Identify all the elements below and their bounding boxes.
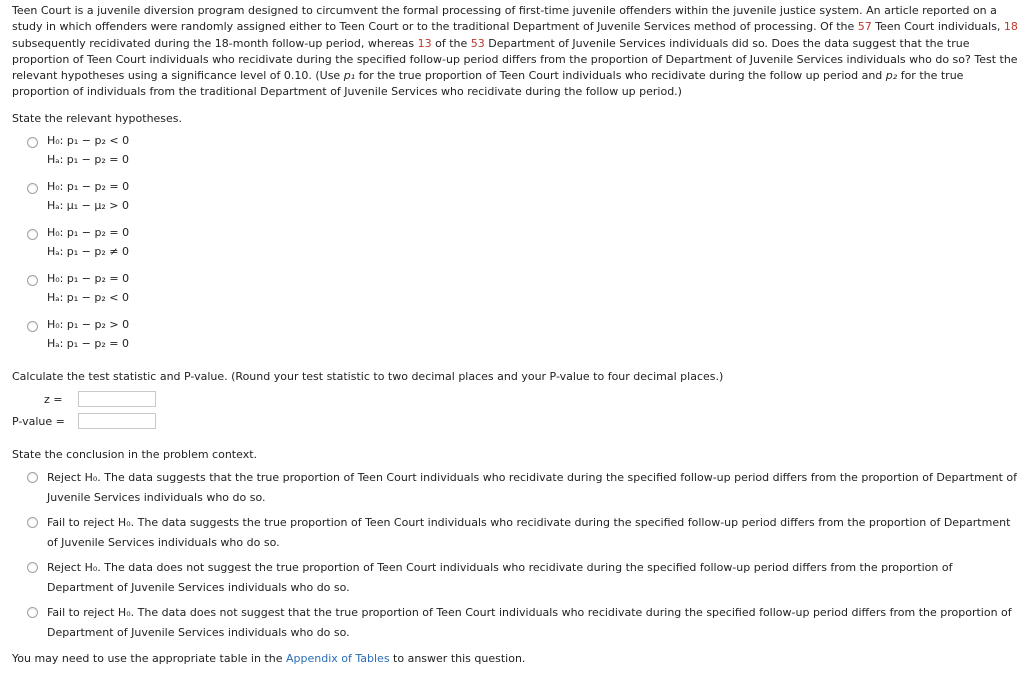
teen-court-n: 57	[857, 20, 872, 34]
alternative-hypothesis: Hₐ: p₁ − p₂ = 0	[47, 336, 129, 350]
answer-fields	[12, 389, 1018, 433]
radio-button[interactable]	[27, 137, 38, 148]
radio-button[interactable]	[27, 229, 38, 240]
conclusion-lead: Reject H₀.	[47, 470, 101, 484]
intro-text: subsequently recidivated during the 18-month follow-up period, whereas	[12, 36, 418, 50]
null-hypothesis: H₀: p₁ − p₂ < 0	[47, 133, 130, 147]
radio-button[interactable]	[27, 321, 38, 332]
footer-text: to answer this question.	[389, 651, 526, 665]
hypothesis-option[interactable]	[12, 225, 1018, 271]
problem-statement	[12, 3, 1018, 101]
calculate-prompt: Calculate the test statistic and P-value. (Round your test statistic to two decimal places and your P-value to four decimal places.)	[12, 369, 724, 383]
radio-button[interactable]	[27, 275, 38, 286]
z-label: z =	[44, 392, 63, 406]
intro-text: Teen Court individuals,	[871, 20, 1004, 34]
conclusion-text: The data does not suggest that the true proportion of Teen Court individuals who recidivate during the specified follow-up period differs from the proportion of Department of Juvenile Services individuals who do so.	[47, 605, 1012, 639]
conclusion-prompt: State the conclusion in the problem context.	[12, 447, 258, 461]
z-input[interactable]	[78, 391, 156, 407]
radio-button[interactable]	[27, 517, 38, 528]
hypothesis-option[interactable]	[12, 317, 1018, 363]
hypothesis-option[interactable]	[12, 179, 1018, 225]
hypothesis-option[interactable]	[12, 271, 1018, 317]
p-value-row	[12, 411, 1018, 433]
symbol-p2: p₂	[885, 69, 898, 83]
null-hypothesis: H₀: p₁ − p₂ = 0	[47, 271, 130, 285]
hypotheses-prompt: State the relevant hypotheses.	[12, 111, 183, 125]
p-value-input[interactable]	[78, 413, 156, 429]
alternative-hypothesis: Hₐ: p₁ − p₂ < 0	[47, 290, 129, 304]
null-hypothesis: H₀: p₁ − p₂ = 0	[47, 225, 130, 239]
conclusion-lead: Fail to reject H₀.	[47, 605, 135, 619]
intro-text: for the true proportion of individuals from the traditional Department of Juvenile Services who recidivate during the follow up period.)	[12, 69, 964, 99]
radio-button[interactable]	[27, 562, 38, 573]
intro-text: Department of Juvenile Services individuals did so. Does the data suggest that the true proportion of Teen Court individuals who recidivate during the specified follow-up period differs from the proportion of Department of Juvenile Services individuals who do so? Test the relevant hypotheses using a significance level of 0.10. (Use	[12, 36, 1018, 83]
alternative-hypothesis: Hₐ: p₁ − p₂ = 0	[47, 152, 129, 166]
p-value-label: P-value =	[12, 414, 65, 428]
hypothesis-option[interactable]	[12, 133, 1018, 179]
radio-button[interactable]	[27, 607, 38, 618]
symbol-p1: p₁	[343, 69, 356, 83]
alternative-hypothesis: Hₐ: μ₁ − μ₂ > 0	[47, 198, 130, 212]
conclusion-options	[12, 468, 1018, 643]
z-row	[12, 389, 1018, 411]
conclusion-text: The data suggests the true proportion of Teen Court individuals who recidivate during the specified follow-up period differs from the proportion of Department of Juvenile Services individuals who do so.	[47, 515, 1011, 549]
footer-note	[12, 651, 1018, 667]
intro-text: for the true proportion of Teen Court individuals who recidivate during the follow up period and	[355, 69, 886, 83]
appendix-link[interactable]: Appendix of Tables	[286, 651, 390, 665]
conclusion-option[interactable]	[12, 558, 1018, 598]
radio-button[interactable]	[27, 472, 38, 483]
intro-text: of the	[431, 36, 471, 50]
conclusion-option[interactable]	[12, 603, 1018, 643]
conclusion-lead: Fail to reject H₀.	[47, 515, 135, 529]
teen-court-recidivated: 18	[1003, 20, 1018, 34]
conclusion-lead: Reject H₀.	[47, 560, 101, 574]
intro-text: Teen Court is a juvenile diversion program designed to circumvent the formal processing of first-time juvenile offenders within the juvenile justice system. An article reported on a study in which offenders were randomly assigned either to Teen Court or to the traditional Department of Juvenile Services method of processing. Of the	[12, 4, 997, 34]
conclusion-text: The data suggests that the true proportion of Teen Court individuals who recidivate during the specified follow-up period differs from the proportion of Department of Juvenile Services individuals who do so.	[47, 470, 1017, 504]
hypotheses-options	[12, 133, 1018, 363]
djs-recidivated: 13	[417, 36, 432, 50]
alternative-hypothesis: Hₐ: p₁ − p₂ ≠ 0	[47, 244, 129, 258]
question-container	[12, 3, 1018, 667]
djs-n: 53	[470, 36, 485, 50]
null-hypothesis: H₀: p₁ − p₂ = 0	[47, 179, 130, 193]
radio-button[interactable]	[27, 183, 38, 194]
footer-text: You may need to use the appropriate table in the	[12, 651, 286, 665]
conclusion-option[interactable]	[12, 468, 1018, 508]
conclusion-text: The data does not suggest the true proportion of Teen Court individuals who recidivate during the specified follow-up period differs from the proportion of Department of Juvenile Services individuals who do so.	[47, 560, 953, 594]
null-hypothesis: H₀: p₁ − p₂ > 0	[47, 317, 130, 331]
conclusion-option[interactable]	[12, 513, 1018, 553]
